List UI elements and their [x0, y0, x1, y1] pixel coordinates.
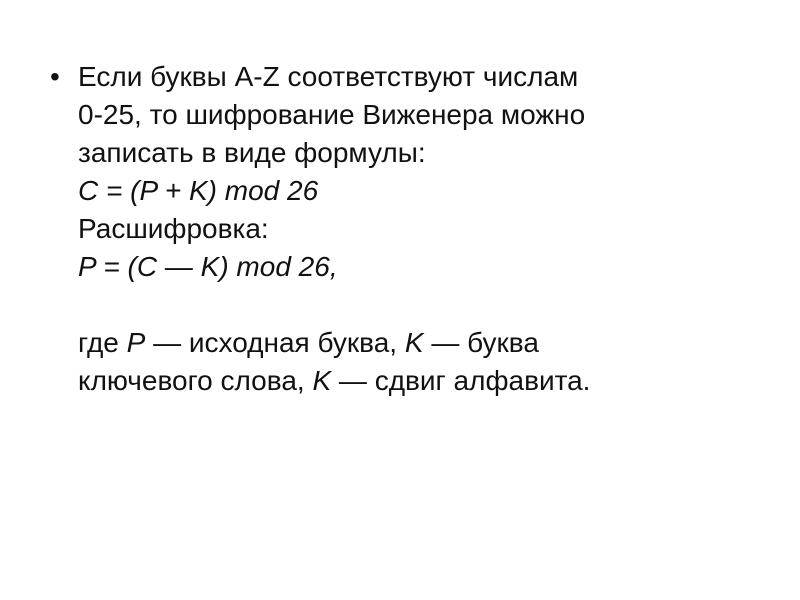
decryption-formula: P = (C — K) mod 26, — [78, 251, 338, 282]
bullet-item — [50, 58, 750, 400]
definition-suffix: — буква — [423, 327, 539, 358]
variable-k: K — [404, 327, 424, 358]
spacer — [78, 286, 750, 324]
definition-line-2 — [78, 362, 750, 400]
definition-prefix-2: ключевого слова, — [78, 365, 313, 396]
text-line-3: записать в виде формулы: — [78, 137, 426, 168]
definition-suffix-2: — сдвиг алфавита. — [331, 365, 591, 396]
bullet-content — [78, 58, 750, 400]
decryption-label: Расшифровка: — [78, 213, 269, 244]
variable-p: P — [126, 327, 146, 358]
encryption-formula: C = (P + K) mod 26 — [78, 175, 319, 206]
bullet-marker: • — [50, 61, 60, 92]
variable-k-2: K — [312, 365, 332, 396]
definition-line-1 — [78, 324, 750, 362]
text-line-1: Если буквы A-Z соответствуют числам — [78, 61, 579, 92]
text-line-2: 0-25, то шифрование Виженера можно — [78, 99, 586, 130]
definition-middle: — исходная буква, — [145, 327, 405, 358]
definition-prefix: где — [78, 327, 127, 358]
